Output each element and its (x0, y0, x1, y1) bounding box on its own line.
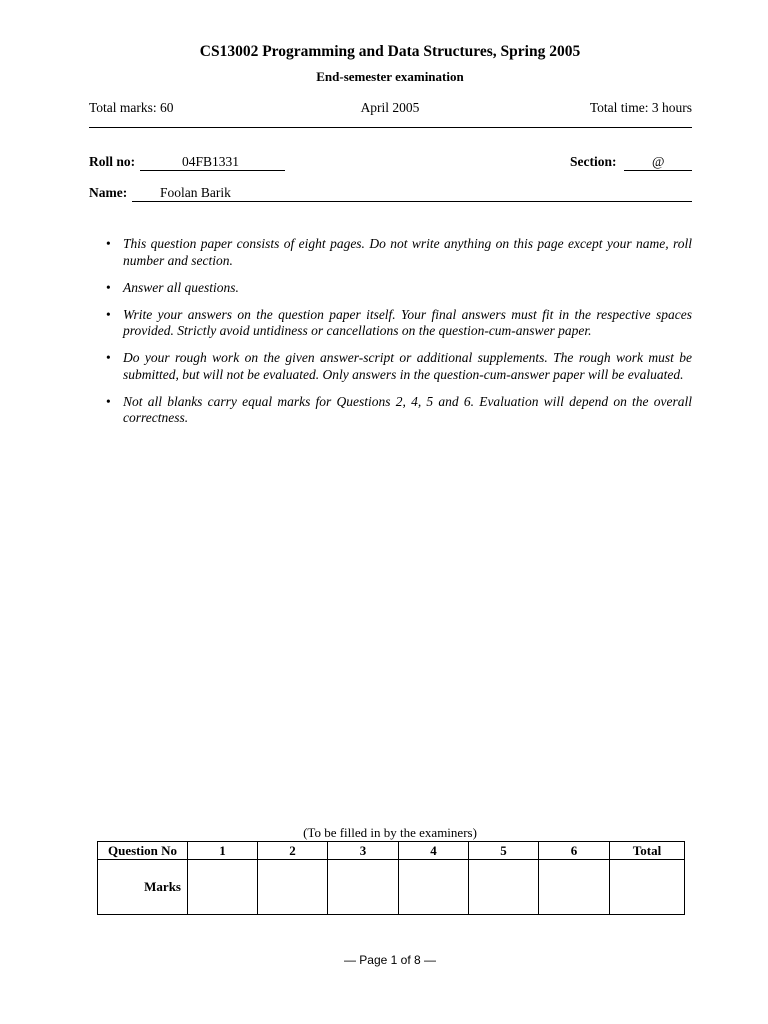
list-item: • Answer all questions. (106, 279, 239, 295)
bullet-icon: • (106, 279, 111, 295)
bullet-icon: • (106, 393, 111, 409)
roll-value: 04FB1331 (182, 154, 240, 169)
exam-date: April 2005 (360, 100, 420, 115)
marks-cell-q4[interactable] (399, 860, 469, 915)
instructions-list (106, 236, 692, 437)
roll-label: Roll no: (89, 154, 136, 169)
marks-cell-q5[interactable] (469, 860, 539, 915)
name-label: Name: (89, 185, 128, 200)
header-cell: 6 (539, 842, 610, 860)
table-row (98, 860, 685, 915)
name-field[interactable] (132, 185, 692, 202)
roll-field[interactable] (140, 154, 285, 171)
header-cell: 4 (399, 842, 469, 860)
examiner-note: (To be filled in by the examiners) (303, 825, 477, 840)
bullet-icon: • (106, 236, 111, 251)
page-footer: — Page 1 of 8 — (343, 953, 437, 967)
course-title: CS13002 Programming and Data Structures, Spring 2005 (199, 43, 581, 60)
marks-cell-q6[interactable] (539, 860, 610, 915)
section-value: @ (652, 154, 665, 169)
header-cell: Question No (98, 842, 188, 860)
marks-table (97, 841, 685, 915)
list-item: • Write your answers on the question paper itself. Your final answers must fit in the respective spaces provided. Strictly avoid untidiness or cancellations on the question-cum-answer paper. (106, 306, 692, 338)
header-cell: 1 (188, 842, 258, 860)
total-time: Total time: 3 hours (589, 100, 692, 115)
marks-cell-total[interactable] (610, 860, 685, 915)
exam-name: End-semester examination (316, 69, 464, 84)
list-item: • Do your rough work on the given answer-script or additional supplements. The rough work must be submitted, but will not be evaluated. Only answers in the question-cum-answer paper will be evaluated. (106, 350, 692, 382)
header-cell: 2 (258, 842, 328, 860)
marks-row-label: Marks (98, 860, 188, 915)
bullet-icon: • (106, 350, 111, 365)
total-marks: Total marks: 60 (89, 100, 174, 115)
bullet-icon: • (106, 306, 111, 322)
header-cell: 5 (469, 842, 539, 860)
header-cell: Total (610, 842, 685, 860)
section-label: Section: (570, 154, 617, 169)
table-header-row (98, 842, 685, 860)
list-item: • Not all blanks carry equal marks for Questions 2, 4, 5 and 6. Evaluation will depend on the overall correctness. (106, 393, 692, 425)
header-cell: 3 (328, 842, 399, 860)
marks-cell-q1[interactable] (188, 860, 258, 915)
section-field[interactable] (624, 154, 692, 171)
name-value: Foolan Barik (160, 185, 231, 200)
list-item: • This question paper consists of eight pages. Do not write anything on this page except your name, roll number and section. (106, 236, 692, 268)
marks-cell-q2[interactable] (258, 860, 328, 915)
header-divider (89, 127, 692, 128)
marks-cell-q3[interactable] (328, 860, 399, 915)
